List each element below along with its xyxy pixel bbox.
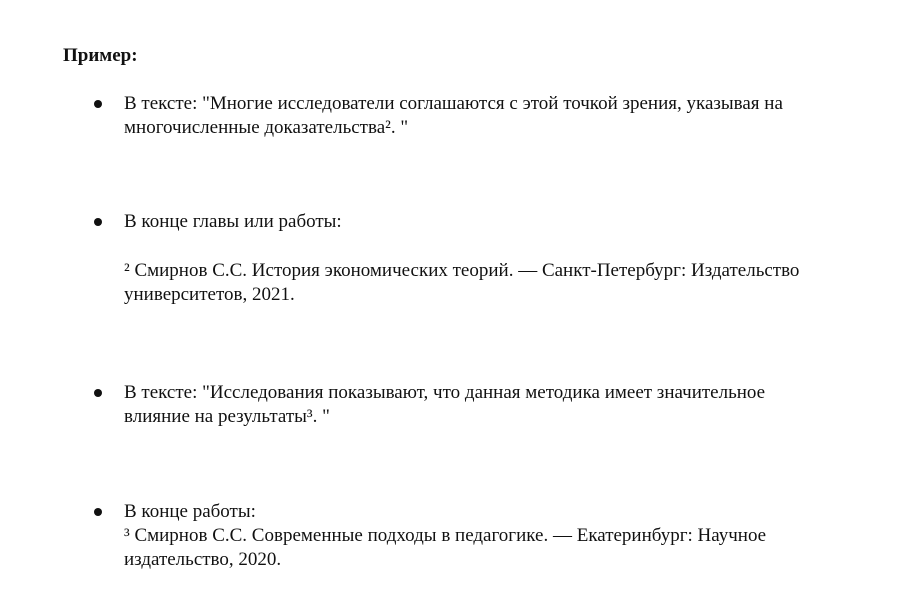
item-1-line-1: В тексте: "Многие исследователи соглашаются с этой точкой зрения, указывая на bbox=[124, 93, 783, 114]
footnote-2-line-2: университетов, 2021. bbox=[124, 284, 295, 305]
list-item bbox=[124, 500, 884, 572]
bullet-3 bbox=[94, 389, 102, 397]
item-3-line-2: влияние на результаты³. " bbox=[124, 406, 330, 427]
bullet-4 bbox=[94, 508, 102, 516]
footnote-2 bbox=[124, 259, 884, 307]
list-item bbox=[124, 210, 884, 234]
item-2-line-1: В конце главы или работы: bbox=[124, 211, 342, 232]
item-4-line-1: В конце работы: bbox=[124, 501, 256, 522]
list-item bbox=[124, 92, 884, 140]
footnote-2-line-1: ² Смирнов С.С. История экономических теорий. — Санкт-Петербург: Издательство bbox=[124, 260, 800, 281]
bullet-1 bbox=[94, 100, 102, 108]
example-heading: Пример: bbox=[63, 45, 138, 66]
item-4-line-2: ³ Смирнов С.С. Современные подходы в педагогике. — Екатеринбург: Научное bbox=[124, 525, 767, 546]
item-1-line-2: многочисленные доказательства². " bbox=[124, 117, 409, 138]
item-4-line-3: издательство, 2020. bbox=[124, 549, 282, 570]
list-item bbox=[124, 381, 884, 429]
bullet-2 bbox=[94, 218, 102, 226]
item-3-line-1: В тексте: "Исследования показывают, что данная методика имеет значительное bbox=[124, 382, 766, 403]
